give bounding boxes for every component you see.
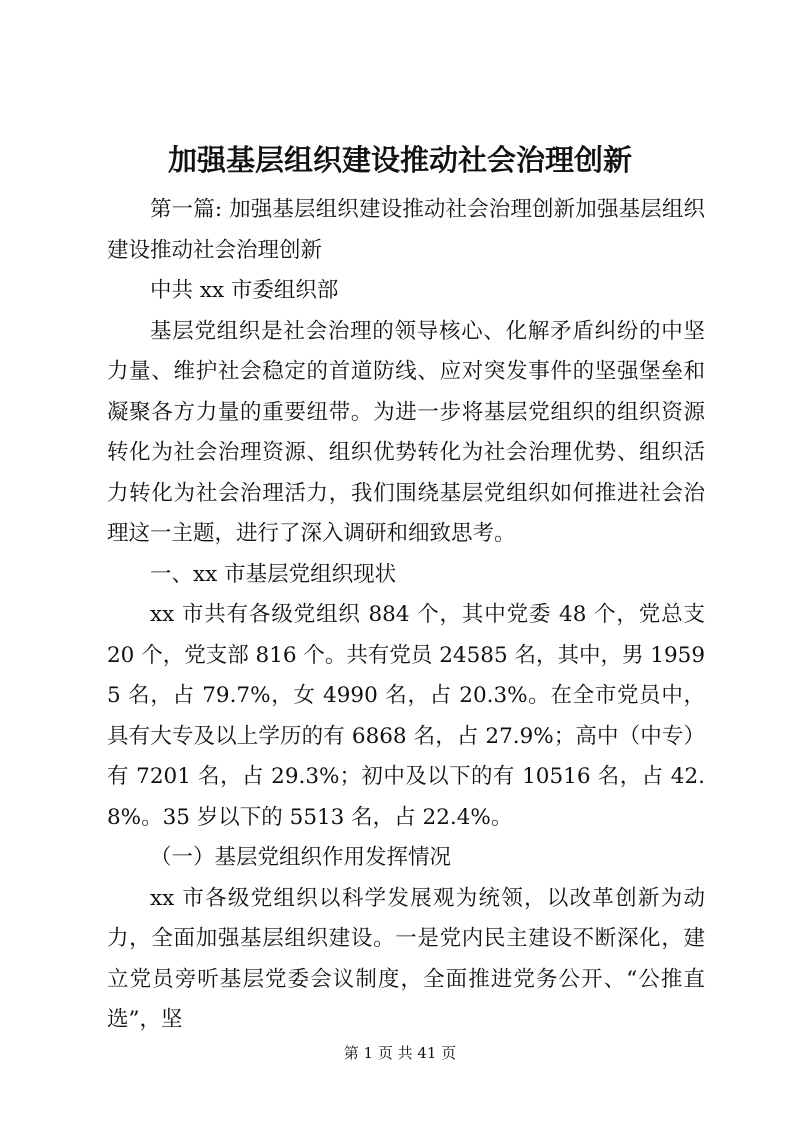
- section-heading-status: 一、xx 市基层党组织现状: [150, 561, 397, 587]
- document-body: [107, 190, 705, 1041]
- paragraph-heading-first-article: 第一篇: 加强基层组织建设推动社会治理创新加强基层组织建设推动社会治理创新: [107, 197, 705, 263]
- subsection-heading-role: （一）基层党组织作用发挥情况: [150, 845, 452, 870]
- paragraph-intro: 基层党组织是社会治理的领导核心、化解矛盾纠纷的中坚力量、维护社会稳定的首道防线、应对突发事件的坚强堡垒和凝聚各方力量的重要纽带。为进一步将基层党组织的组织资源转化为社会治理资源、组织优势转化为社会治理优势、组织活力转化为社会治理活力，我们围绕基层党组织如何推进社会治理这一主题，进行了深入调研和细致思考。: [107, 318, 705, 546]
- paragraph-role-description: xx 市各级党组织以科学发展观为统领，以改革创新为动力，全面加强基层组织建设。一是党内民主建设不断深化，建立党员旁听基层党委会议制度，全面推进党务公开、“公推直选”，坚: [107, 885, 705, 1032]
- paragraph-author: 中共 xx 市委组织部: [150, 278, 339, 303]
- paragraph-statistics: xx 市共有各级党组织 884 个，其中党委 48 个，党总支 20 个，党支部 816 个。共有党员 24585 名，其中，男 19595 名，占 79.7%，女 4990 名，占 20.3%。在全市党员中，具有大专及以上学历的有 6868 名，占 27.9%；高中（中专）有 7201 名，占 29.3%；初中及以下的有 10516 名，占 42.8%。35 岁以下的 5513 名，占 22.4%。: [107, 602, 706, 830]
- page-footer: 第 1 页 共 41 页: [343, 1044, 457, 1062]
- document-title: 加强基层组织建设推动社会治理创新: [167, 143, 632, 177]
